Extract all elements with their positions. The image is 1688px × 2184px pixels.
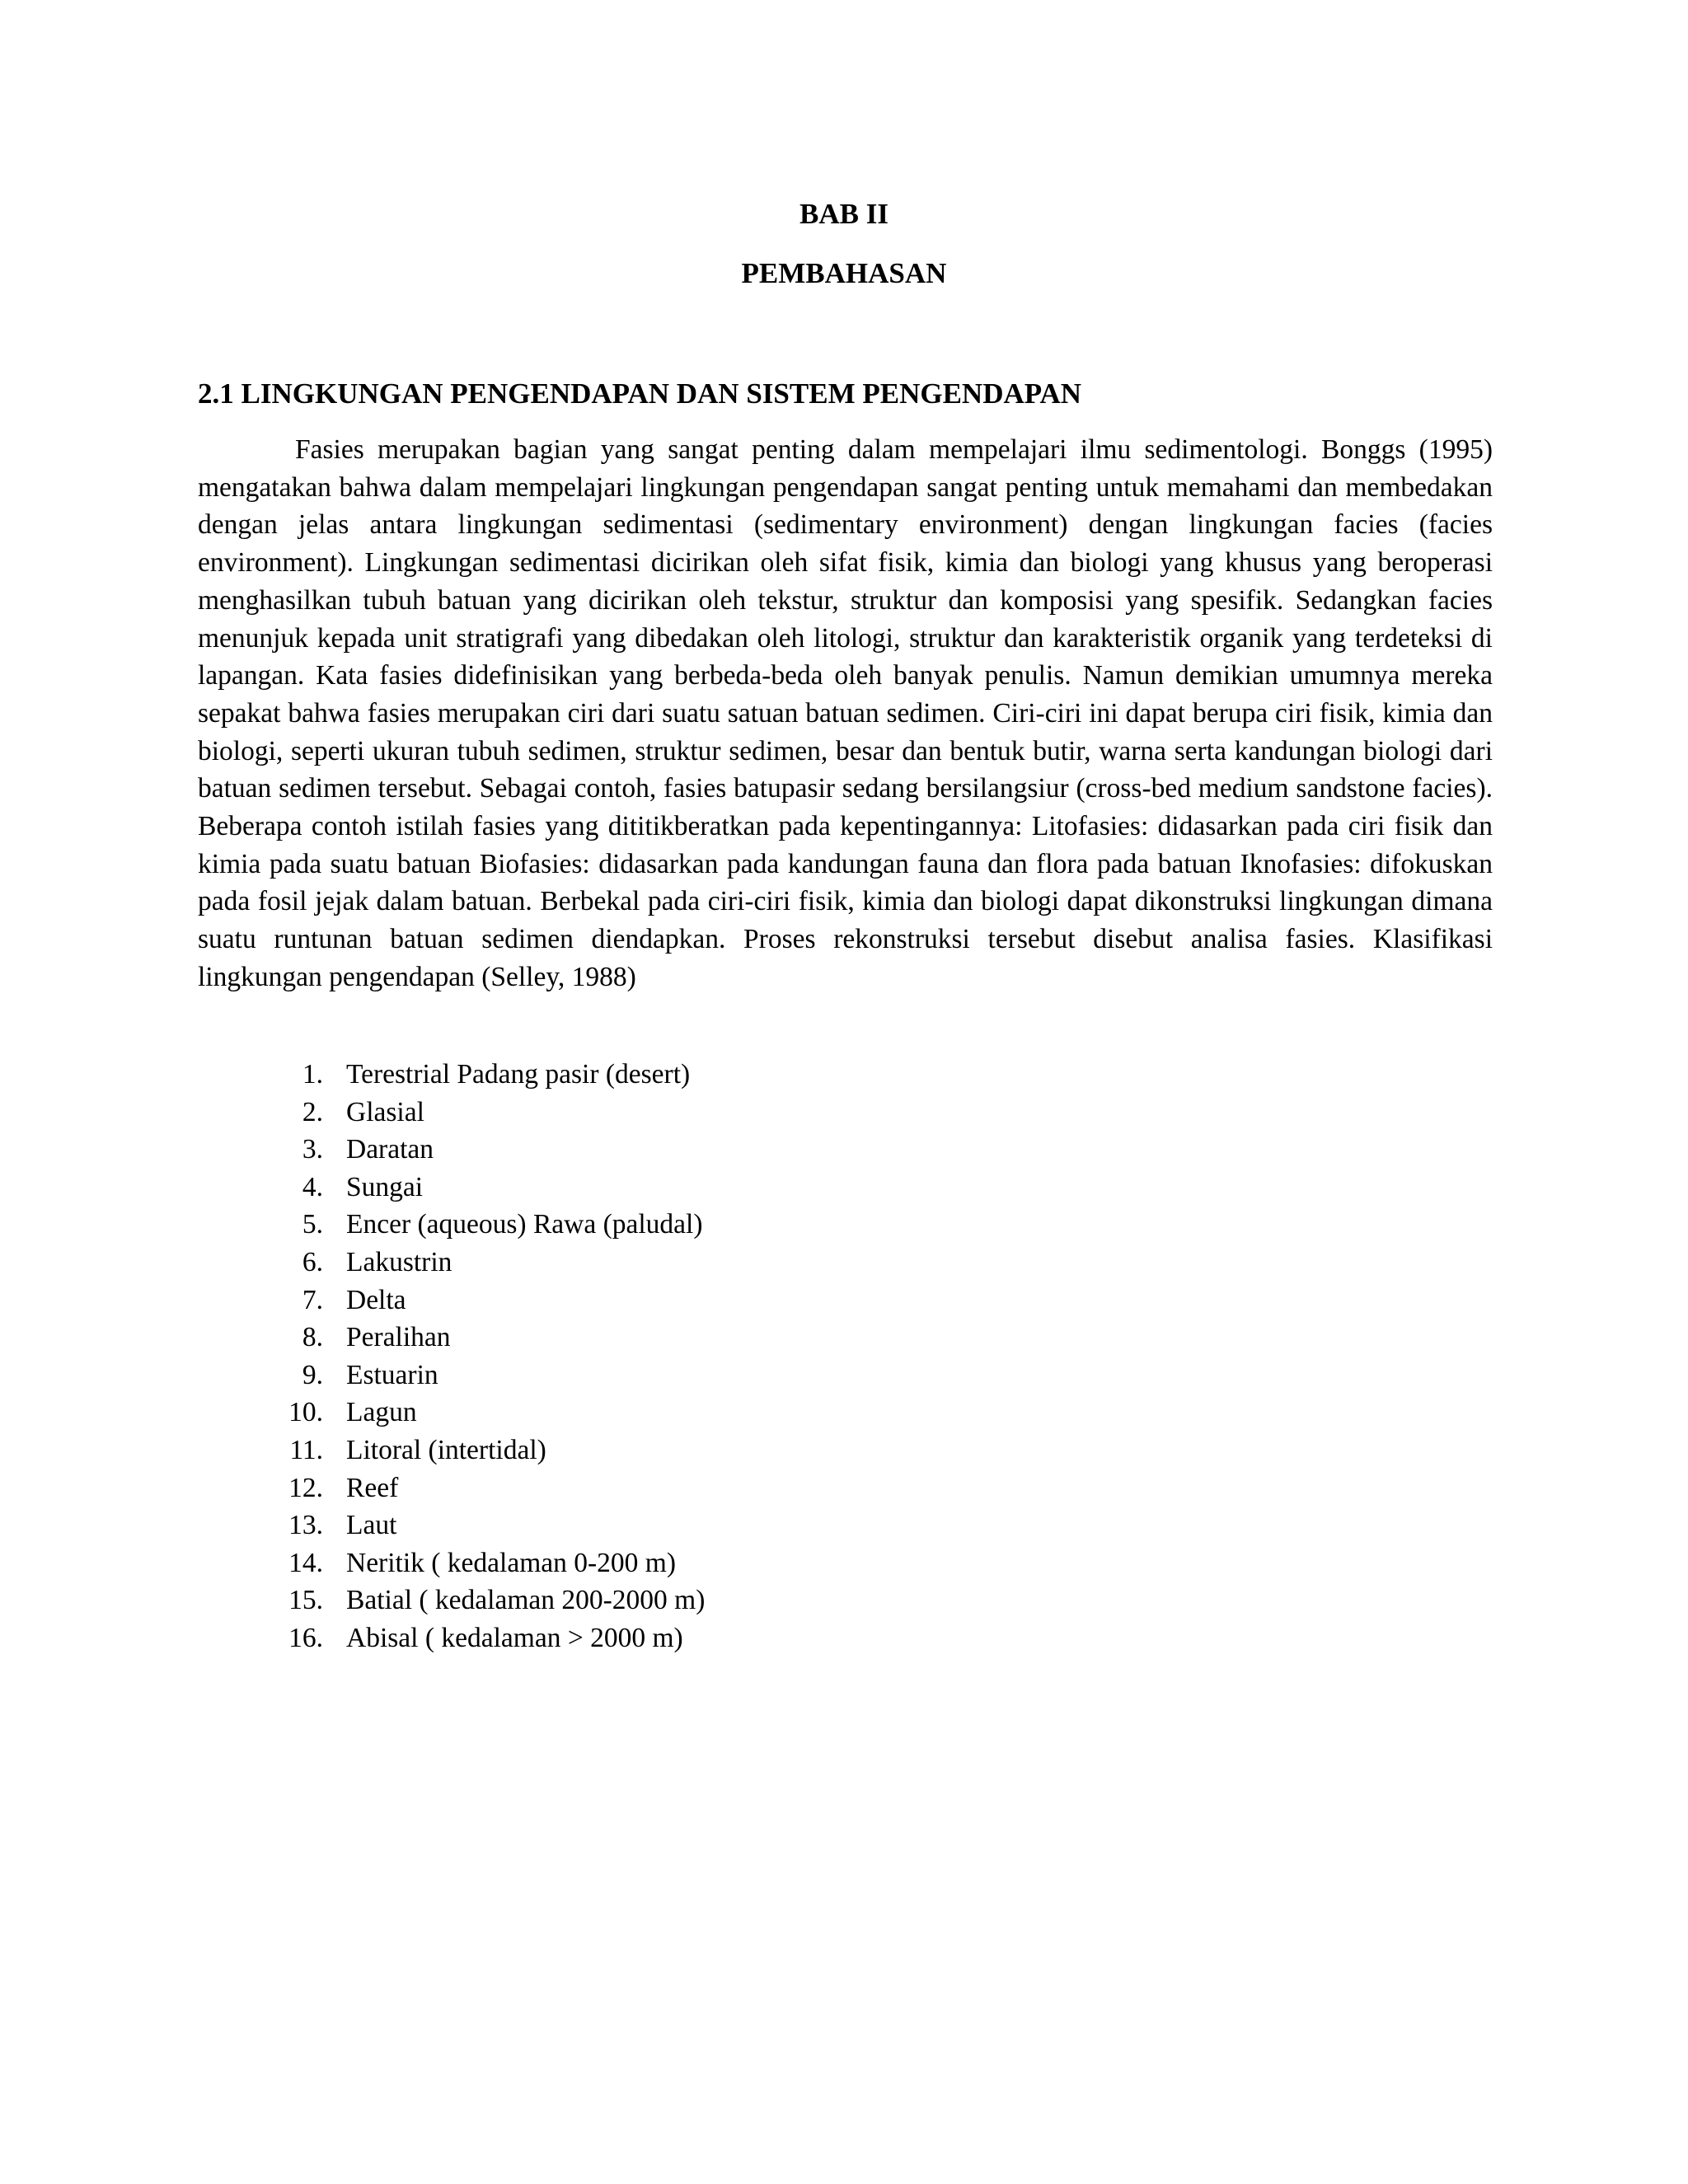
list-item-number: 5. bbox=[302, 1209, 323, 1240]
chapter-subtitle: PEMBAHASAN bbox=[741, 257, 947, 289]
list-item bbox=[198, 1282, 1022, 1319]
list-item-number: 2. bbox=[302, 1096, 323, 1127]
list-item-number: 16. bbox=[288, 1622, 323, 1653]
list-item-number: 10. bbox=[288, 1397, 323, 1428]
list-item-label: Abisal ( kedalaman > 2000 m) bbox=[346, 1622, 683, 1653]
list-item-number: 6. bbox=[302, 1246, 323, 1277]
environment-list bbox=[198, 1056, 1022, 1657]
list-item bbox=[198, 1206, 1022, 1244]
list-item bbox=[198, 1094, 1022, 1132]
section-heading: 2.1 LINGKUNGAN PENGENDAPAN DAN SISTEM PENGENDAPAN bbox=[198, 377, 1082, 410]
list-item bbox=[198, 1131, 1022, 1169]
list-item-number: 12. bbox=[288, 1472, 323, 1503]
list-item-label: Laut bbox=[346, 1510, 397, 1541]
list-item-number: 13. bbox=[288, 1510, 323, 1541]
list-item bbox=[198, 1319, 1022, 1357]
list-item-number: 7. bbox=[302, 1284, 323, 1315]
list-item-label: Peralihan bbox=[346, 1322, 451, 1353]
list-item-label: Sungai bbox=[346, 1171, 424, 1202]
list-item-label: Litoral (intertidal) bbox=[346, 1434, 546, 1465]
list-item-label: Lagun bbox=[346, 1397, 417, 1428]
list-item bbox=[198, 1056, 1022, 1094]
list-item-number: 14. bbox=[288, 1547, 323, 1578]
chapter-title: BAB II bbox=[799, 198, 889, 230]
list-item-number: 11. bbox=[289, 1434, 323, 1465]
list-item-label: Estuarin bbox=[346, 1359, 438, 1390]
list-item-label: Terestrial Padang pasir (desert) bbox=[346, 1059, 691, 1090]
list-item bbox=[198, 1244, 1022, 1282]
list-item-label: Encer (aqueous) Rawa (paludal) bbox=[346, 1209, 703, 1240]
list-item-label: Neritik ( kedalaman 0-200 m) bbox=[346, 1547, 677, 1578]
list-item-number: 9. bbox=[302, 1359, 323, 1390]
body-paragraph: Fasies merupakan bagian yang sangat penting dalam mempelajari ilmu sedimentologi. Bonggs (1995) mengatakan bahwa dalam mempelajari lingkungan pengendapan sangat penting untuk memahami dan membedakan dengan jelas antara lingkungan sedimentasi (sedimentary environment) dengan lingkungan facies (facies environment). Lingkungan sedimentasi dicirikan oleh sifat fisik, kimia dan biologi yang khusus yang beroperasi menghasilkan tubuh batuan yang dicirikan oleh tekstur, struktur dan komposisi yang spesifik. Sedangkan facies menunjuk kepada unit stratigrafi yang dibedakan oleh litologi, struktur dan karakteristik organik yang terdeteksi di lapangan. Kata fasies didefinisikan yang berbeda-beda oleh banyak penulis. Namun demikian umumnya mereka sepakat bahwa fasies merupakan ciri dari suatu satuan batuan sedimen. Ciri-ciri ini dapat berupa ciri fisik, kimia dan biologi, seperti ukuran tubuh sedimen, struktur sedimen, besar dan bentuk butir, warna serta kandungan biologi dari batuan sedimen tersebut. Sebagai contoh, fasies batupasir sedang bersilangsiur (cross-bed medium sandstone facies). Beberapa contoh istilah fasies yang dititikberatkan pada kepentingannya: Litofasies: didasarkan pada ciri fisik dan kimia pada suatu batuan Biofasies: didasarkan pada kandungan fauna dan flora pada batuan Iknofasies: difokuskan pada fosil jejak dalam batuan. Berbekal pada ciri-ciri fisik, kimia dan biologi dapat dikonstruksi lingkungan dimana suatu runtunan batuan sedimen diendapkan. Proses rekonstruksi tersebut disebut analisa fasies. Klasifikasi lingkungan pengendapan (Selley, 1988) bbox=[198, 434, 1493, 992]
list-item-number: 1. bbox=[302, 1059, 323, 1090]
list-item-label: Glasial bbox=[346, 1096, 424, 1127]
list-item bbox=[198, 1619, 1022, 1657]
list-item-number: 4. bbox=[302, 1171, 323, 1202]
list-item bbox=[198, 1432, 1022, 1469]
list-item-label: Reef bbox=[346, 1472, 399, 1503]
list-item-label: Batial ( kedalaman 200-2000 m) bbox=[346, 1585, 706, 1616]
list-item-label: Delta bbox=[346, 1284, 406, 1315]
list-item-label: Daratan bbox=[346, 1134, 434, 1165]
list-item bbox=[198, 1507, 1022, 1544]
list-item bbox=[198, 1394, 1022, 1432]
list-item bbox=[198, 1169, 1022, 1207]
list-item-number: 15. bbox=[288, 1585, 323, 1616]
list-item bbox=[198, 1582, 1022, 1619]
list-item-number: 8. bbox=[302, 1322, 323, 1353]
list-item bbox=[198, 1544, 1022, 1582]
list-item bbox=[198, 1469, 1022, 1507]
list-item-number: 3. bbox=[302, 1134, 323, 1165]
list-item bbox=[198, 1357, 1022, 1394]
list-item-label: Lakustrin bbox=[346, 1246, 452, 1277]
